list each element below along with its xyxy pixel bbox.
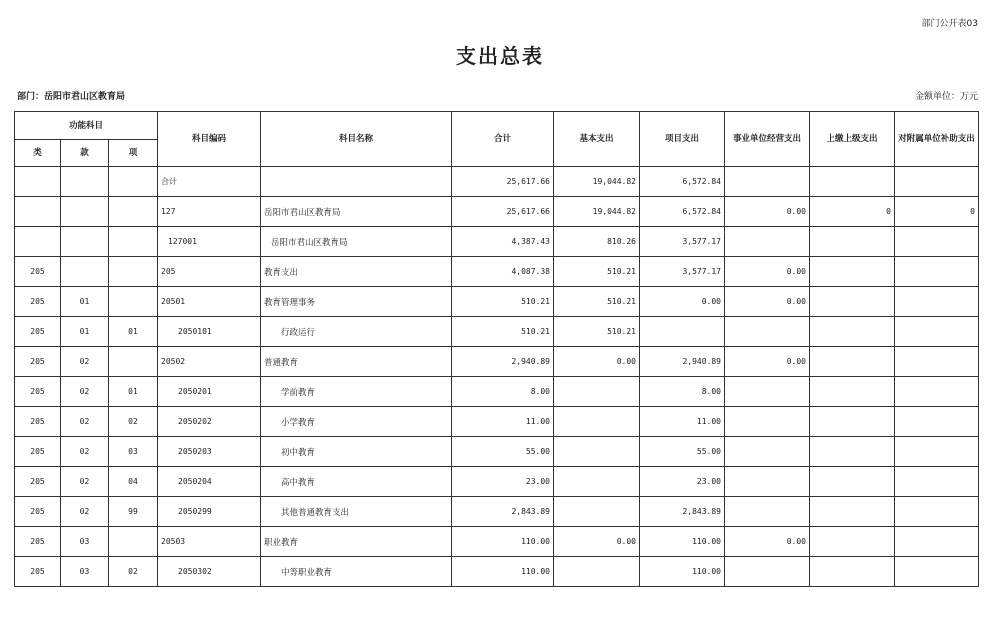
cell-project [640,317,725,347]
table-row [15,407,979,437]
cell-basic: 510.21 [554,317,640,347]
cell-lei: 205 [15,377,61,407]
cell-subsidy [895,257,979,287]
cell-kuan [61,257,109,287]
cell-basic [554,437,640,467]
table-row [15,227,979,257]
cell-lei: 205 [15,437,61,467]
cell-lei: 205 [15,497,61,527]
cell-lei [15,167,61,197]
cell-name [261,167,452,197]
cell-subsidy [895,437,979,467]
cell-business: 0.00 [725,287,810,317]
cell-total: 25,617.66 [452,167,554,197]
cell-project: 8.00 [640,377,725,407]
cell-upper [810,527,895,557]
cell-name: 学前教育 [261,377,452,407]
cell-subsidy [895,317,979,347]
cell-total: 25,617.66 [452,197,554,227]
cell-project: 6,572.84 [640,167,725,197]
cell-project: 0.00 [640,287,725,317]
cell-basic [554,557,640,587]
cell-kuan: 02 [61,497,109,527]
cell-code: 2050202 [158,407,261,437]
header-project: 项目支出 [640,112,725,167]
cell-business: 0.00 [725,347,810,377]
cell-kuan: 02 [61,467,109,497]
table-row [15,347,979,377]
cell-kuan: 02 [61,377,109,407]
header-name: 科目名称 [261,112,452,167]
cell-business [725,437,810,467]
table-row [15,197,979,227]
cell-upper [810,557,895,587]
cell-subsidy [895,467,979,497]
cell-project: 110.00 [640,557,725,587]
cell-basic: 19,044.82 [554,197,640,227]
cell-business [725,467,810,497]
table-row [15,437,979,467]
cell-lei: 205 [15,347,61,377]
cell-xiang: 01 [109,317,158,347]
cell-xiang [109,527,158,557]
cell-xiang: 04 [109,467,158,497]
cell-business [725,227,810,257]
cell-upper [810,227,895,257]
cell-upper [810,287,895,317]
cell-xiang [109,227,158,257]
cell-subsidy: 0 [895,197,979,227]
header-lei: 类 [15,140,61,167]
cell-code: 127001 [158,227,261,257]
cell-xiang: 02 [109,407,158,437]
cell-basic: 510.21 [554,287,640,317]
cell-lei: 205 [15,557,61,587]
cell-code: 20501 [158,287,261,317]
cell-lei: 205 [15,407,61,437]
table-row [15,167,979,197]
cell-upper [810,497,895,527]
cell-business: 0.00 [725,197,810,227]
header-kuan: 款 [61,140,109,167]
cell-kuan: 03 [61,557,109,587]
cell-basic: 810.26 [554,227,640,257]
cell-code: 127 [158,197,261,227]
header-subsidy: 对附属单位补助支出 [895,112,979,167]
cell-name: 高中教育 [261,467,452,497]
cell-basic [554,467,640,497]
cell-upper [810,347,895,377]
cell-subsidy [895,287,979,317]
cell-basic: 19,044.82 [554,167,640,197]
cell-xiang [109,257,158,287]
table-row [15,527,979,557]
cell-project: 110.00 [640,527,725,557]
table-row [15,257,979,287]
table-row [15,317,979,347]
table-row [15,467,979,497]
cell-basic [554,407,640,437]
cell-xiang: 99 [109,497,158,527]
cell-code: 2050201 [158,377,261,407]
cell-project: 2,940.89 [640,347,725,377]
header-total: 合计 [452,112,554,167]
cell-kuan: 02 [61,347,109,377]
cell-basic: 0.00 [554,347,640,377]
table-row [15,377,979,407]
cell-kuan [61,197,109,227]
cell-total: 2,843.89 [452,497,554,527]
cell-business [725,557,810,587]
cell-upper [810,377,895,407]
cell-name: 其他普通教育支出 [261,497,452,527]
cell-subsidy [895,167,979,197]
unit-label: 金额单位：万元 [914,92,978,102]
cell-name: 岳阳市君山区教育局 [261,197,452,227]
cell-name: 岳阳市君山区教育局 [261,227,452,257]
cell-business: 0.00 [725,257,810,287]
cell-project: 23.00 [640,467,725,497]
cell-basic: 510.21 [554,257,640,287]
cell-basic [554,377,640,407]
cell-total: 2,940.89 [452,347,554,377]
cell-business [725,497,810,527]
cell-kuan: 02 [61,407,109,437]
cell-upper: 0 [810,197,895,227]
cell-total: 4,387.43 [452,227,554,257]
cell-name: 行政运行 [261,317,452,347]
cell-upper [810,317,895,347]
cell-kuan: 02 [61,437,109,467]
cell-basic: 0.00 [554,527,640,557]
cell-basic [554,497,640,527]
cell-upper [810,257,895,287]
cell-name: 普通教育 [261,347,452,377]
cell-subsidy [895,347,979,377]
cell-kuan: 03 [61,527,109,557]
cell-name: 中等职业教育 [261,557,452,587]
cell-total: 23.00 [452,467,554,497]
cell-total: 110.00 [452,557,554,587]
cell-kuan: 01 [61,317,109,347]
header-business: 事业单位经营支出 [725,112,810,167]
cell-total: 510.21 [452,287,554,317]
table-row [15,497,979,527]
cell-upper [810,467,895,497]
cell-code: 2050101 [158,317,261,347]
cell-code: 合计 [158,167,261,197]
header-upper: 上缴上级支出 [810,112,895,167]
cell-total: 510.21 [452,317,554,347]
cell-subsidy [895,557,979,587]
table-code-label: 部门公开表03 [921,19,978,29]
header-func-group: 功能科目 [15,112,158,140]
cell-name: 职业教育 [261,527,452,557]
cell-project: 6,572.84 [640,197,725,227]
cell-name: 教育管理事务 [261,287,452,317]
cell-code: 2050302 [158,557,261,587]
cell-business [725,317,810,347]
cell-code: 2050203 [158,437,261,467]
cell-business [725,167,810,197]
cell-name: 小学教育 [261,407,452,437]
cell-code: 20503 [158,527,261,557]
cell-code: 2050299 [158,497,261,527]
table-body [15,167,979,587]
cell-kuan: 01 [61,287,109,317]
cell-name: 教育支出 [261,257,452,287]
cell-total: 4,087.38 [452,257,554,287]
cell-upper [810,407,895,437]
page-title: 支出总表 [456,44,544,68]
cell-xiang [109,347,158,377]
cell-kuan [61,227,109,257]
cell-total: 110.00 [452,527,554,557]
cell-xiang [109,197,158,227]
cell-code: 2050204 [158,467,261,497]
cell-code: 205 [158,257,261,287]
cell-xiang: 02 [109,557,158,587]
cell-lei [15,227,61,257]
department-label: 部门：岳阳市君山区教育局 [17,92,126,102]
cell-subsidy [895,377,979,407]
cell-lei: 205 [15,467,61,497]
cell-project: 3,577.17 [640,227,725,257]
cell-xiang: 01 [109,377,158,407]
cell-xiang: 03 [109,437,158,467]
cell-lei: 205 [15,527,61,557]
cell-code: 20502 [158,347,261,377]
header-code: 科目编码 [158,112,261,167]
cell-lei: 205 [15,317,61,347]
header-basic: 基本支出 [554,112,640,167]
cell-project: 3,577.17 [640,257,725,287]
table-row [15,557,979,587]
cell-total: 55.00 [452,437,554,467]
cell-lei: 205 [15,287,61,317]
cell-business: 0.00 [725,527,810,557]
cell-business [725,407,810,437]
cell-name: 初中教育 [261,437,452,467]
cell-subsidy [895,527,979,557]
cell-project: 11.00 [640,407,725,437]
cell-total: 8.00 [452,377,554,407]
cell-xiang [109,167,158,197]
cell-lei [15,197,61,227]
cell-total: 11.00 [452,407,554,437]
cell-subsidy [895,227,979,257]
cell-project: 55.00 [640,437,725,467]
cell-subsidy [895,497,979,527]
cell-upper [810,167,895,197]
cell-project: 2,843.89 [640,497,725,527]
cell-xiang [109,287,158,317]
cell-business [725,377,810,407]
expenditure-table [14,111,979,587]
cell-lei: 205 [15,257,61,287]
cell-upper [810,437,895,467]
header-xiang: 项 [109,140,158,167]
cell-kuan [61,167,109,197]
cell-subsidy [895,407,979,437]
table-row [15,287,979,317]
